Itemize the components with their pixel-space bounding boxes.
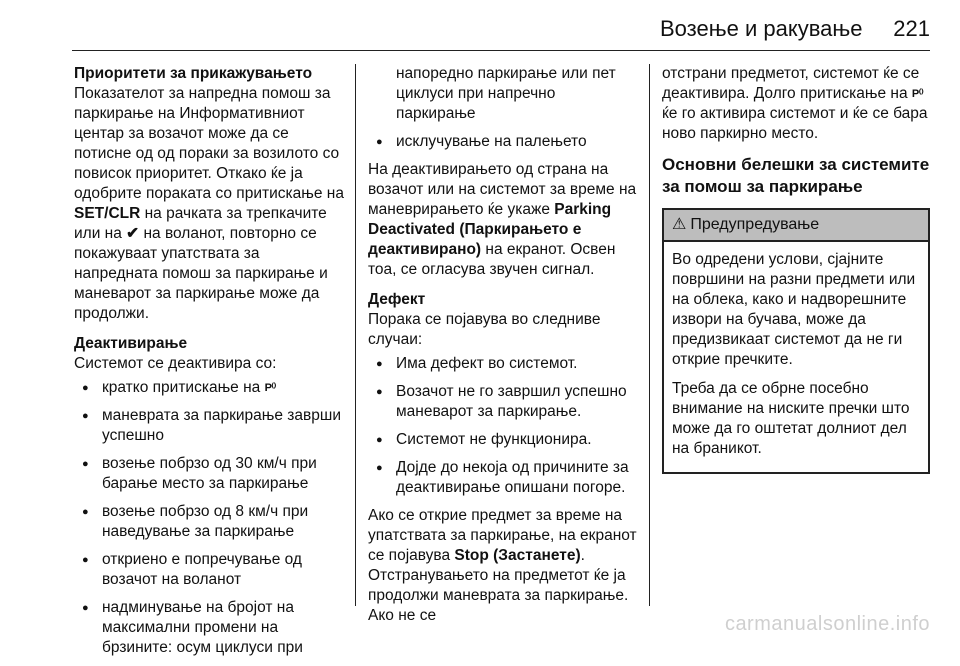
list-item	[74, 378, 346, 398]
warning-body	[664, 242, 928, 472]
text: Ако се открие предмет за време на упатствата за паркирање, на екранот се појавува	[368, 507, 637, 564]
stop-label: Stop (Застанете)	[454, 547, 581, 564]
set-clr-label: SET/CLR	[74, 205, 141, 222]
list-continuation: напоредно паркирање или пет циклуси при напречно паркирање	[396, 65, 616, 122]
text: На деактивирањето од страна на возачот или на системот за време на маневрирањето ќе укаже	[368, 161, 637, 218]
deactivation-list-cont	[368, 132, 638, 152]
list-item: ● возење побрзо од 30 км/ч при барање место за паркирање	[74, 454, 346, 494]
fault-list	[368, 354, 638, 498]
list-item: ● Има дефект во системот.	[368, 354, 638, 374]
reactivate-paragraph	[662, 64, 930, 144]
column-divider-1	[355, 64, 356, 606]
text: на екранот. Освен тоа, се огласува звучен сигнал.	[368, 241, 616, 278]
list-item: ● Дојде до некоја од причините за деактивирање опишани погоре.	[368, 458, 638, 498]
deactivation-intro: Системот се деактивира со:	[74, 355, 277, 372]
text: на рачката за трепкачите или на	[74, 205, 327, 242]
text: кратко притискање на	[102, 379, 265, 396]
parking-deactivated-label: Parking Deactivated (Паркирањето е деактивирано)	[368, 201, 612, 258]
deactivation-list	[74, 378, 346, 658]
priority-paragraph	[74, 84, 346, 324]
warning-text-2: Треба да се обрне посебно внимание на ниските пречки што може да го оштетат долниот дел на браникот.	[672, 380, 910, 457]
list-item: ● откриено е попречување од возачот на воланот	[74, 550, 346, 590]
warning-triangle-icon: ⚠	[672, 216, 687, 233]
warning-title: Предупредување	[690, 216, 820, 233]
priority-heading: Приоритети за прикажувањето	[74, 65, 313, 82]
column-divider-2	[649, 64, 650, 606]
stop-paragraph	[368, 506, 638, 626]
list-item: ● Возачот не го завршил успешно маневарот за паркирање.	[368, 382, 638, 422]
text: на воланот, повторно се покажуваат упатствата за напредната помош за паркирање и маневарот за паркирање може да продолжи.	[74, 225, 328, 322]
check-icon: ✔	[126, 225, 140, 242]
page-header	[660, 14, 930, 54]
text: Показателот за напредна помош за паркирање на Информативниот центар за возачот може да се потисне од од пораки за возилото со повисок приоритет. Откако ќе ја одобрите пораката со притискање на	[74, 85, 344, 202]
deactivated-paragraph	[368, 160, 638, 280]
parking-button-icon: P⁽⁾	[911, 88, 924, 100]
warning-header	[664, 210, 928, 242]
deactivation-heading: Деактивирање	[74, 335, 188, 352]
warning-box	[662, 208, 930, 474]
list-item: ● исклучување на палењето	[368, 132, 638, 152]
header-rule	[72, 50, 930, 51]
warning-text-1: Во одредени услови, сјајните површини на разни предмети или на облека, како и надворешните извори на бучава, може да предизвикаат системот да не ги открие пречките.	[672, 251, 916, 368]
list-item: ● надминување на бројот на максимални промени на брзините: осум циклуси при	[74, 598, 346, 658]
list-item: ● маневрата за паркирање заврши успешно	[74, 406, 346, 446]
list-item: ● Системот не функционира.	[368, 430, 638, 450]
fault-heading: Дефект	[368, 291, 426, 308]
text: ќе го активира системот и ќе се бара ново паркирно место.	[662, 105, 928, 142]
parking-button-icon: P⁽⁾	[264, 382, 276, 394]
watermark: carmanualsonline.info	[724, 613, 930, 635]
column-2	[368, 64, 638, 636]
fault-intro: Порака се појавува во следниве случаи:	[368, 311, 601, 348]
text: отстрани предметот, системот ќе се деактивира. Долго притискање на	[662, 65, 920, 102]
text: . Отстранувањето на предметот ќе ја продолжи маневрата за паркирање. Ако не се	[368, 547, 629, 624]
section-title: Возење и ракување	[660, 16, 863, 41]
list-item: ● возење побрзо од 8 км/ч при наведување за паркирање	[74, 502, 346, 542]
basic-notes-heading: Основни белешки за системите за помош за паркирање	[662, 155, 930, 196]
column-3	[662, 64, 930, 474]
column-1	[74, 64, 346, 666]
page-number: 221	[893, 16, 930, 41]
